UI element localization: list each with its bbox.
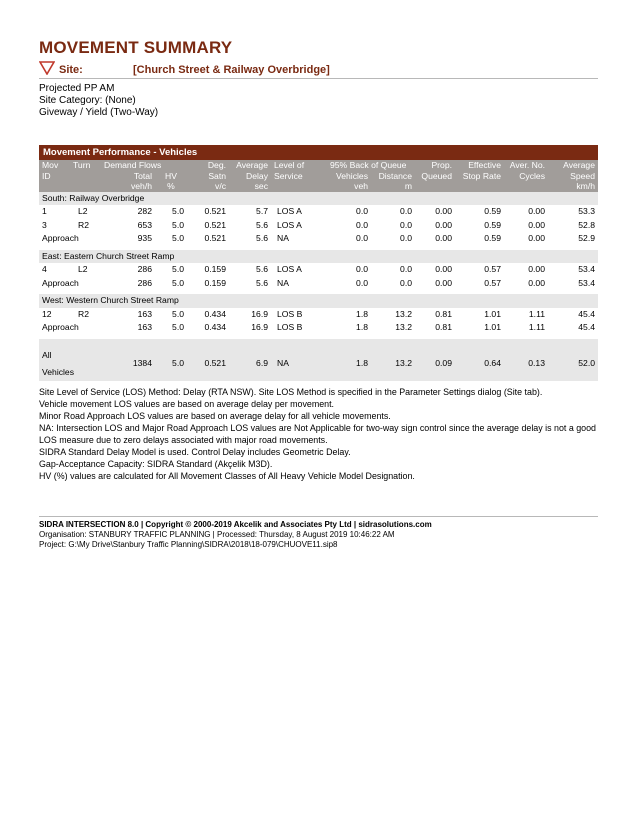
table-cell: 0.81	[435, 308, 452, 319]
note: NA: Intersection LOS and Major Road Approach LOS values are Not Applicable for two-way sign control since the average delay is not a good LOS measure due to zero delays associated with major road movements.	[39, 423, 596, 445]
table-cell: Approach	[42, 277, 79, 288]
table-cell: 0.59	[484, 206, 501, 216]
table-cell: 0.00	[435, 233, 452, 243]
total-row	[39, 347, 598, 381]
column-header: veh	[354, 181, 368, 191]
table-cell: 0.0	[400, 264, 412, 274]
table-cell: 5.0	[172, 219, 184, 230]
table-cell: 0.434	[204, 322, 226, 332]
table-cell: 1.11	[528, 308, 545, 319]
header-row	[39, 160, 598, 171]
approach-row	[39, 232, 598, 246]
column-header: Level of	[274, 160, 305, 170]
table-cell: 45.4	[578, 308, 595, 319]
footer-copyright: SIDRA INTERSECTION 8.0 | Copyright © 2000-2019 Akcelik and Associates Pty Ltd | sidrasolutions.com	[39, 520, 432, 529]
column-header: Vehicles	[335, 170, 368, 181]
table-cell: 0.0	[400, 277, 412, 288]
table-cell: 5.6	[256, 219, 268, 230]
column-header: km/h	[576, 181, 595, 191]
table-cell: 0.0	[356, 277, 368, 288]
note: HV (%) values are calculated for All Movement Classes of All Heavy Vehicle Model Designation.	[39, 471, 415, 481]
table-cell: 1.8	[356, 308, 368, 319]
table-cell: 653	[137, 219, 152, 230]
table-cell: 0.59	[484, 219, 501, 230]
table-cell: 0.521	[204, 233, 226, 243]
section-label: East: Eastern Church Street Ramp	[39, 250, 598, 264]
column-header: HV	[165, 170, 177, 181]
column-header: Mov	[42, 160, 59, 170]
table-row	[39, 219, 598, 233]
table-cell: NA	[271, 347, 322, 381]
column-header: Stop Rate	[462, 170, 501, 181]
table-cell: 16.9	[251, 308, 268, 319]
table-cell: 1.01	[484, 308, 501, 319]
column-header	[271, 181, 322, 192]
table-cell: All Vehicles	[39, 347, 70, 381]
table-cell: 0.0	[400, 233, 412, 243]
column-header	[39, 181, 70, 192]
table-cell: 0.64	[455, 347, 504, 381]
site-heading	[39, 62, 598, 79]
table-cell: 0.0	[356, 233, 368, 243]
table-caption: Movement Performance - Vehicles	[39, 145, 598, 160]
column-header: Prop.	[431, 160, 452, 170]
table-cell: 1.11	[528, 322, 545, 332]
column-header: Total	[133, 170, 152, 181]
table-cell: Approach	[42, 233, 79, 243]
column-header: Distance	[378, 170, 412, 181]
section-row	[39, 294, 598, 308]
table-cell: 0.00	[528, 233, 545, 243]
table-cell: 5.0	[172, 308, 184, 319]
column-header: Satn	[208, 170, 226, 181]
table-cell: 0.09	[415, 347, 455, 381]
table-cell: 0.159	[204, 277, 226, 288]
section-label: West: Western Church Street Ramp	[39, 294, 598, 308]
note: Site Level of Service (LOS) Method: Delay (RTA NSW). Site LOS Method is specified in the Parameter Settings dialog (Site tab).	[39, 387, 543, 397]
table-cell: 5.6	[256, 264, 268, 274]
column-header: veh/h	[130, 181, 152, 191]
table-cell: 0.521	[187, 347, 229, 381]
column-header: Service	[274, 170, 303, 181]
column-header: Queued	[421, 170, 452, 181]
header-row	[39, 181, 598, 192]
table-cell: 0.13	[504, 347, 548, 381]
footer	[39, 516, 598, 550]
table-cell: 0.57	[484, 277, 501, 288]
table-cell: 45.4	[578, 322, 595, 332]
column-header: Aver. No.	[509, 160, 545, 170]
table-cell: 0.521	[204, 206, 226, 216]
table-row	[39, 263, 598, 277]
table-cell: 1.8	[322, 347, 371, 381]
table-cell: 53.3	[578, 206, 595, 216]
column-header: %	[167, 181, 175, 191]
table-cell: 163	[137, 308, 152, 319]
section-row	[39, 192, 598, 206]
table-cell: 5.0	[172, 322, 184, 332]
table-cell: LOS B	[277, 322, 303, 332]
column-header: Demand Flows	[104, 160, 162, 170]
column-header	[70, 181, 104, 192]
table-cell: 0.57	[484, 264, 501, 274]
table-cell: 0.00	[528, 219, 545, 230]
column-header	[70, 171, 104, 182]
table-cell: 0.521	[204, 219, 226, 230]
table-cell: 5.0	[172, 233, 184, 243]
table-cell: 52.8	[578, 219, 595, 230]
table-cell: 1.8	[356, 322, 368, 332]
header-row	[39, 171, 598, 182]
table-cell: L2	[78, 264, 88, 274]
table-cell: 5.0	[155, 347, 187, 381]
column-header: Speed	[570, 170, 595, 181]
triangle-down-icon	[39, 61, 55, 75]
table-cell: 13.2	[395, 322, 412, 332]
note: SIDRA Standard Delay Model is used. Control Delay includes Geometric Delay.	[39, 447, 351, 457]
table-cell: 5.6	[256, 233, 268, 243]
movement-performance-table	[39, 145, 598, 381]
table-cell: 0.00	[528, 277, 545, 288]
table-cell	[70, 347, 104, 381]
table-cell: 0.00	[435, 206, 452, 216]
table-row	[39, 205, 598, 219]
approach-row	[39, 321, 598, 335]
table-cell: 1384	[104, 347, 155, 381]
note: Vehicle movement LOS values are based on average delay per movement.	[39, 399, 335, 409]
column-header: m	[404, 181, 412, 191]
column-header: Deg.	[207, 160, 226, 170]
table-cell: 286	[137, 277, 152, 288]
table-cell: Approach	[42, 322, 79, 332]
table-cell: 5.0	[172, 206, 184, 216]
table-cell: 0.00	[435, 219, 452, 230]
table-cell: 935	[137, 233, 152, 243]
column-header	[455, 181, 504, 192]
column-header	[415, 181, 455, 192]
table-cell: LOS B	[277, 308, 303, 319]
table-cell: 5.7	[256, 206, 268, 216]
table-row	[39, 308, 598, 322]
page-title: MOVEMENT SUMMARY	[39, 38, 233, 57]
table-cell: 0.00	[528, 206, 545, 216]
table-cell: 0.159	[204, 264, 226, 274]
table-cell: 5.0	[172, 277, 184, 288]
table-cell: 0.0	[356, 264, 368, 274]
column-header: Average	[236, 160, 268, 170]
column-header	[504, 181, 548, 192]
site-label: Site:	[59, 64, 83, 76]
site-name: [Church Street & Railway Overbridge]	[133, 64, 330, 76]
table-cell: 13.2	[371, 347, 415, 381]
table-cell: 1.01	[484, 322, 501, 332]
column-header: 95% Back of Queue	[330, 160, 407, 170]
notes	[39, 386, 599, 482]
table-cell: 0.59	[484, 233, 501, 243]
table-cell: 0.0	[400, 206, 412, 216]
column-header: ID	[42, 170, 51, 181]
table-cell: 3	[42, 219, 47, 230]
column-header: Delay	[246, 170, 268, 181]
table-cell: L2	[78, 206, 88, 216]
table-cell: 286	[137, 264, 152, 274]
note: Minor Road Approach LOS values are based on average delay for all vehicle movements.	[39, 411, 391, 421]
column-header: v/c	[215, 181, 226, 191]
table-cell: 0.00	[528, 264, 545, 274]
table-cell: 5.6	[256, 277, 268, 288]
spacer-row	[39, 339, 598, 347]
section-row	[39, 250, 598, 264]
column-header: Average	[563, 160, 595, 170]
column-header: Turn	[73, 160, 91, 170]
table-cell: 13.2	[395, 308, 412, 319]
table-cell: 52.0	[548, 347, 598, 381]
site-category: Site Category: (None)	[39, 95, 136, 106]
table-cell: LOS A	[277, 264, 302, 274]
table-cell: R2	[78, 308, 89, 319]
scenario-name: Projected PP AM	[39, 83, 115, 94]
table-cell: LOS A	[277, 219, 302, 230]
table-cell: R2	[78, 219, 89, 230]
table-cell: 6.9	[229, 347, 271, 381]
table-cell: 12	[42, 308, 52, 319]
table-cell: LOS A	[277, 206, 302, 216]
table-cell: 163	[137, 322, 152, 332]
footer-project: Project: G:\My Drive\Stanbury Traffic Planning\SIDRA\2018\18-079\CHUOVE11.sip8	[39, 540, 338, 549]
column-header: Cycles	[519, 170, 545, 181]
approach-row	[39, 277, 598, 291]
table-cell: 0.0	[356, 206, 368, 216]
table-cell: 0.81	[435, 322, 452, 332]
table-cell: 52.9	[578, 233, 595, 243]
table-cell: 282	[137, 206, 152, 216]
table-cell: 53.4	[578, 264, 595, 274]
table-cell: 0.434	[204, 308, 226, 319]
table-cell: 0.00	[435, 277, 452, 288]
column-header: Effective	[468, 160, 501, 170]
table-cell: 0.0	[400, 219, 412, 230]
table-cell: 16.9	[251, 322, 268, 332]
table-cell: NA	[277, 233, 289, 243]
table-cell: NA	[277, 277, 289, 288]
control-type: Giveway / Yield (Two-Way)	[39, 107, 159, 118]
table-cell: 0.00	[435, 264, 452, 274]
table-cell: 5.0	[172, 264, 184, 274]
column-header: sec	[254, 181, 268, 191]
section-label: South: Railway Overbridge	[39, 192, 598, 206]
table-cell: 1	[42, 206, 47, 216]
table-cell: 53.4	[578, 277, 595, 288]
note: Gap-Acceptance Capacity: SIDRA Standard (Akçelik M3D).	[39, 459, 273, 469]
footer-organisation: Organisation: STANBURY TRAFFIC PLANNING | Processed: Thursday, 8 August 2019 10:46:22 AM	[39, 530, 395, 539]
table-cell: 0.0	[356, 219, 368, 230]
table-cell: 4	[42, 264, 47, 274]
